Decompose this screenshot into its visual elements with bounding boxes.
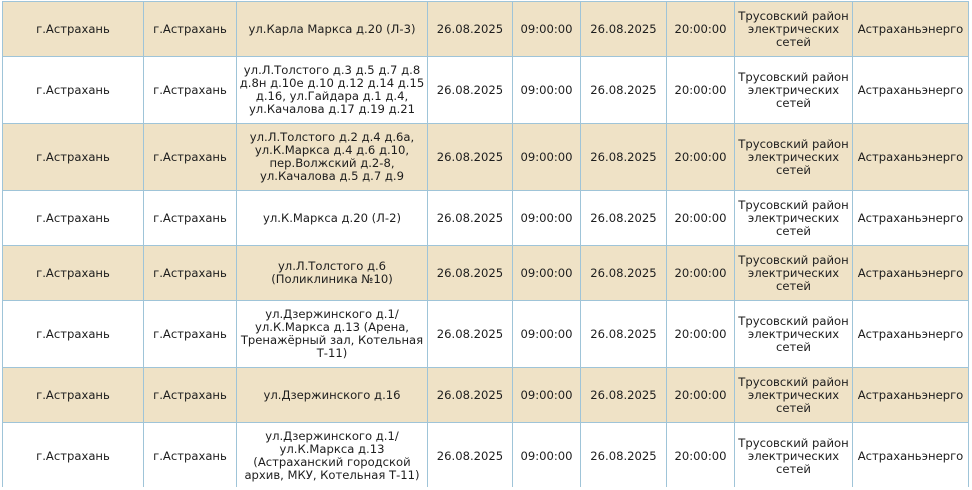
address-cell: ул.Дзержинского д.1/ ул.К.Маркса д.13 (Астраханский городской архив, МКУ, Котельная Т-11) (237, 423, 428, 490)
end-time-cell: 20:00:00 (667, 423, 735, 490)
table-row (3, 57, 969, 124)
end-time-cell: 20:00:00 (667, 246, 735, 301)
end-time-cell: 20:00:00 (667, 124, 735, 191)
district-cell: Трусовский район электрических сетей (735, 246, 853, 301)
start-time-cell: 09:00:00 (513, 191, 581, 246)
table-row (3, 368, 969, 423)
start-time-cell: 09:00:00 (513, 124, 581, 191)
end-date-cell: 26.08.2025 (581, 2, 667, 57)
company-cell: Астраханьэнерго (853, 57, 969, 124)
locality-cell: г.Астрахань (3, 423, 144, 490)
end-date-cell: 26.08.2025 (581, 423, 667, 490)
district-cell: Трусовский район электрических сетей (735, 124, 853, 191)
address-cell: ул.Дзержинского д.16 (237, 368, 428, 423)
company-cell: Астраханьэнерго (853, 2, 969, 57)
address-cell: ул.К.Маркса д.20 (Л-2) (237, 191, 428, 246)
start-date-cell: 26.08.2025 (428, 246, 513, 301)
table-row (3, 423, 969, 490)
outage-table (2, 1, 969, 490)
start-time-cell: 09:00:00 (513, 57, 581, 124)
city-cell: г.Астрахань (144, 301, 237, 368)
city-cell: г.Астрахань (144, 124, 237, 191)
end-date-cell: 26.08.2025 (581, 191, 667, 246)
district-cell: Трусовский район электрических сетей (735, 368, 853, 423)
start-time-cell: 09:00:00 (513, 423, 581, 490)
district-cell: Трусовский район электрических сетей (735, 301, 853, 368)
end-date-cell: 26.08.2025 (581, 246, 667, 301)
company-cell: Астраханьэнерго (853, 368, 969, 423)
district-cell: Трусовский район электрических сетей (735, 423, 853, 490)
district-cell: Трусовский район электрических сетей (735, 191, 853, 246)
start-date-cell: 26.08.2025 (428, 301, 513, 368)
city-cell: г.Астрахань (144, 368, 237, 423)
address-cell: ул.Л.Толстого д.3 д.5 д.7 д.8 д.8н д.10е д.10 д.12 д.14 д.15 д.16, ул.Гайдара д.1 д.4, ул.Качалова д.17 д.19 д.21 (237, 57, 428, 124)
end-time-cell: 20:00:00 (667, 191, 735, 246)
district-cell: Трусовский район электрических сетей (735, 2, 853, 57)
city-cell: г.Астрахань (144, 423, 237, 490)
address-cell: ул.Л.Толстого д.6 (Поликлиника №10) (237, 246, 428, 301)
start-time-cell: 09:00:00 (513, 2, 581, 57)
table-row (3, 246, 969, 301)
start-date-cell: 26.08.2025 (428, 191, 513, 246)
start-date-cell: 26.08.2025 (428, 2, 513, 57)
company-cell: Астраханьэнерго (853, 246, 969, 301)
start-date-cell: 26.08.2025 (428, 368, 513, 423)
end-date-cell: 26.08.2025 (581, 368, 667, 423)
company-cell: Астраханьэнерго (853, 423, 969, 490)
end-date-cell: 26.08.2025 (581, 57, 667, 124)
start-time-cell: 09:00:00 (513, 368, 581, 423)
locality-cell: г.Астрахань (3, 2, 144, 57)
locality-cell: г.Астрахань (3, 57, 144, 124)
end-time-cell: 20:00:00 (667, 301, 735, 368)
end-time-cell: 20:00:00 (667, 2, 735, 57)
city-cell: г.Астрахань (144, 246, 237, 301)
address-cell: ул.Карла Маркса д.20 (Л-3) (237, 2, 428, 57)
locality-cell: г.Астрахань (3, 124, 144, 191)
city-cell: г.Астрахань (144, 2, 237, 57)
end-time-cell: 20:00:00 (667, 368, 735, 423)
city-cell: г.Астрахань (144, 57, 237, 124)
district-cell: Трусовский район электрических сетей (735, 57, 853, 124)
start-date-cell: 26.08.2025 (428, 57, 513, 124)
table-row (3, 301, 969, 368)
company-cell: Астраханьэнерго (853, 191, 969, 246)
locality-cell: г.Астрахань (3, 191, 144, 246)
end-date-cell: 26.08.2025 (581, 301, 667, 368)
company-cell: Астраханьэнерго (853, 301, 969, 368)
end-time-cell: 20:00:00 (667, 57, 735, 124)
locality-cell: г.Астрахань (3, 246, 144, 301)
end-date-cell: 26.08.2025 (581, 124, 667, 191)
table-row (3, 191, 969, 246)
locality-cell: г.Астрахань (3, 301, 144, 368)
table-row (3, 2, 969, 57)
address-cell: ул.Дзержинского д.1/ ул.К.Маркса д.13 (Арена, Тренажёрный зал, Котельная Т-11) (237, 301, 428, 368)
locality-cell: г.Астрахань (3, 368, 144, 423)
city-cell: г.Астрахань (144, 191, 237, 246)
company-cell: Астраханьэнерго (853, 124, 969, 191)
table-row (3, 124, 969, 191)
start-time-cell: 09:00:00 (513, 301, 581, 368)
start-date-cell: 26.08.2025 (428, 423, 513, 490)
address-cell: ул.Л.Толстого д.2 д.4 д.6а, ул.К.Маркса д.4 д.6 д.10, пер.Волжский д.2-8, ул.Качалова д.5 д.7 д.9 (237, 124, 428, 191)
start-time-cell: 09:00:00 (513, 246, 581, 301)
start-date-cell: 26.08.2025 (428, 124, 513, 191)
